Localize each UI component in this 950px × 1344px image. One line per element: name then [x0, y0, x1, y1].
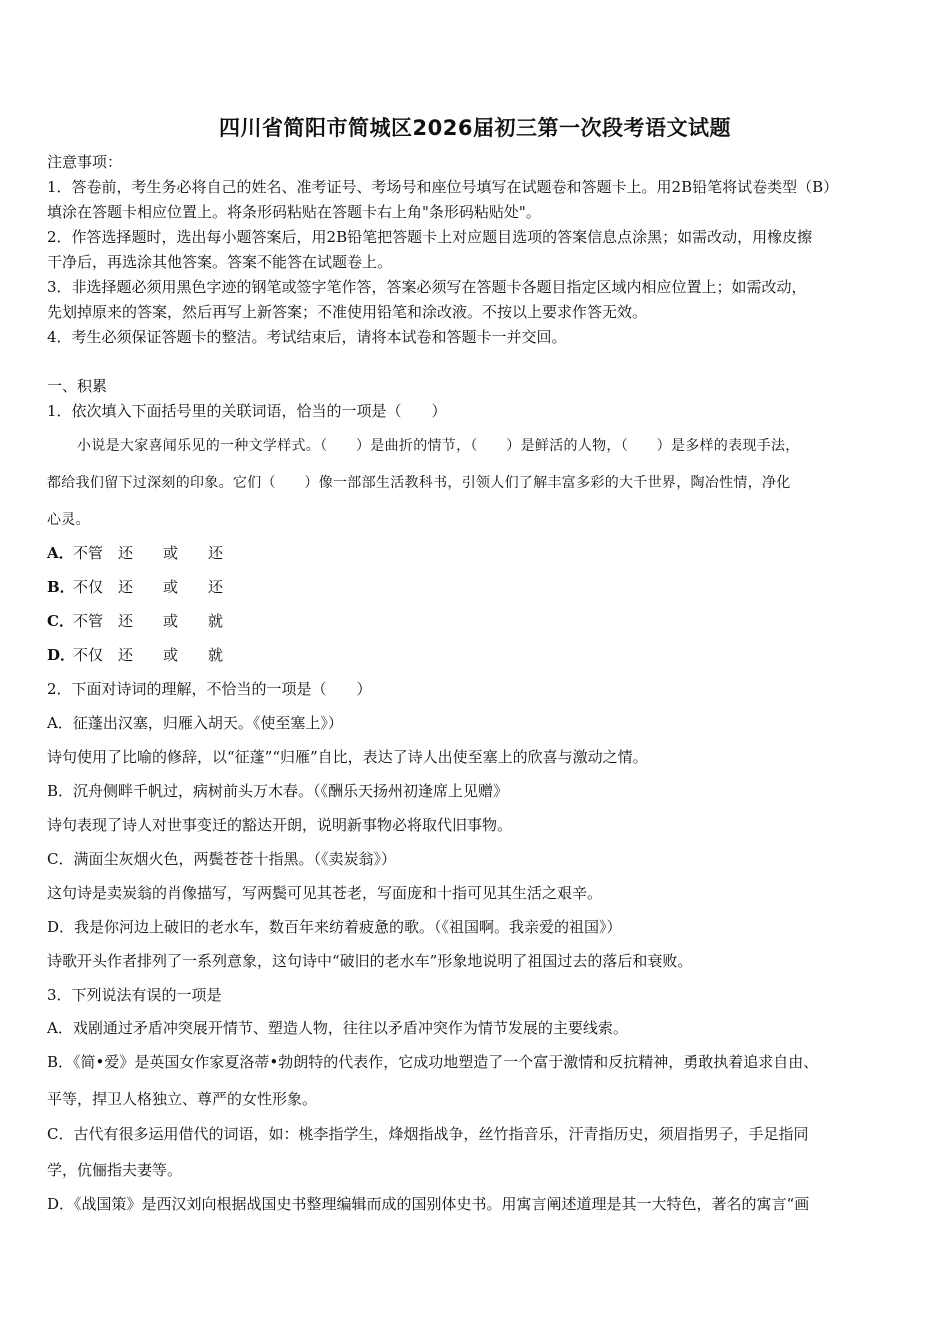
page-title: 四川省简阳市简城区2026届初三第一次段考语文试题 [219, 116, 731, 140]
option-letter: B． [47, 578, 75, 596]
q2-item-b: B．沉舟侧畔千帆过，病树前头万木春。（《酬乐天扬州初逢席上见赠》 [47, 782, 509, 800]
q2-note-d: 诗歌开头作者排列了一系列意象，这句诗中“破旧的老水车”形象地说明了祖国过去的落后和衰败。 [47, 952, 693, 970]
notice-line: 干净后，再选涂其他答案。答案不能答在试题卷上。 [47, 253, 393, 271]
notice-line: 3．非选择题必须用黑色字迹的钢笔或签字笔作答，答案必须写在答题卡各题目指定区域内相应位置上；如需改动， [47, 278, 807, 296]
q1-passage-line: 都给我们留下过深刻的印象。它们（ ）像一部部生活教科书，引领人们了解丰富多彩的大千世界，陶冶性情，净化 [47, 475, 791, 491]
q2-note-b: 诗句表现了诗人对世事变迁的豁达开朗，说明新事物必将取代旧事物。 [47, 816, 513, 834]
option-text: 不仅 还 或 还 [73, 578, 224, 596]
q3-line: B．《简•爱》是英国女作家夏洛蒂•勃朗特的代表作，它成功地塑造了一个富于激情和反抗精神，勇敢执着追求自由、 [47, 1053, 819, 1071]
q1-option-a [47, 543, 223, 563]
q1-passage-line: 心灵。 [47, 512, 90, 528]
q1-option-d [47, 645, 223, 665]
q1-option-b [47, 577, 223, 597]
q1-option-c [47, 611, 223, 631]
q3-line: 平等，捍卫人格独立、尊严的女性形象。 [47, 1090, 318, 1108]
notice-line: 1．答卷前，考生务必将自己的姓名、准考证号、考场号和座位号填写在试题卷和答题卡上。用2B铅笔将试卷类型（B） [47, 178, 839, 196]
q2-stem: 2．下面对诗词的理解，不恰当的一项是（ ） [47, 680, 372, 698]
q3-line: 学，伉俪指夫妻等。 [47, 1161, 183, 1179]
q2-item-d: D．我是你河边上破旧的老水车，数百年来纺着疲惫的歌。（《祖国啊。我亲爱的祖国》） [47, 918, 622, 936]
q3-line: D．《战国策》是西汉刘向根据战国史书整理编辑而成的国别体史书。用寓言阐述道理是其一大特色，著名的寓言“画 [47, 1195, 810, 1213]
q3-line: A．戏剧通过矛盾冲突展开情节、塑造人物，往往以矛盾冲突作为情节发展的主要线索。 [47, 1019, 628, 1037]
q2-item-a: A．征蓬出汉塞，归雁入胡天。《使至塞上》） [47, 714, 343, 732]
q3-line: C．古代有很多运用借代的词语，如：桃李指学生，烽烟指战争，丝竹指音乐，汗青指历史，须眉指男子，手足指同 [47, 1125, 809, 1143]
option-letter: A． [47, 544, 74, 562]
q1-passage-line: 小说是大家喜闻乐见的一种文学样式。（ ）是曲折的情节，（ ）是鲜活的人物，（ ）是多样的表现手法， [77, 438, 800, 454]
option-letter: C． [47, 612, 74, 630]
q1-stem: 1．依次填入下面括号里的关联词语，恰当的一项是（ ） [47, 402, 447, 420]
q2-note-c: 这句诗是卖炭翁的肖像描写，写两鬓可见其苍老，写面庞和十指可见其生活之艰辛。 [47, 884, 603, 902]
option-text: 不仅 还 或 就 [73, 646, 224, 664]
q2-note-a: 诗句使用了比喻的修辞，以“征蓬”“归雁”自比，表达了诗人出使至塞上的欣喜与激动之情。 [47, 748, 648, 766]
section-heading: 一、积累 [47, 377, 108, 395]
option-letter: D． [47, 646, 76, 664]
notice-line: 填涂在答题卡相应位置上。将条形码粘贴在答题卡右上角"条形码粘贴处"。 [47, 203, 541, 221]
notice-line: 先划掉原来的答案，然后再写上新答案；不准使用铅笔和涂改液。不按以上要求作答无效。 [47, 303, 648, 321]
notice-heading: 注意事项： [47, 153, 123, 171]
notice-line: 4．考生必须保证答题卡的整洁。考试结束后，请将本试卷和答题卡一并交回。 [47, 328, 567, 346]
option-text: 不管 还 或 还 [73, 544, 224, 562]
notice-line: 2．作答选择题时，选出每小题答案后，用2B铅笔把答题卡上对应题目选项的答案信息点涂黑；如需改动，用橡皮擦 [47, 228, 813, 246]
q3-stem: 3．下列说法有误的一项是 [47, 986, 222, 1004]
q2-item-c: C．满面尘灰烟火色，两鬓苍苍十指黑。（《卖炭翁》） [47, 850, 396, 868]
option-text: 不管 还 或 就 [73, 612, 224, 630]
